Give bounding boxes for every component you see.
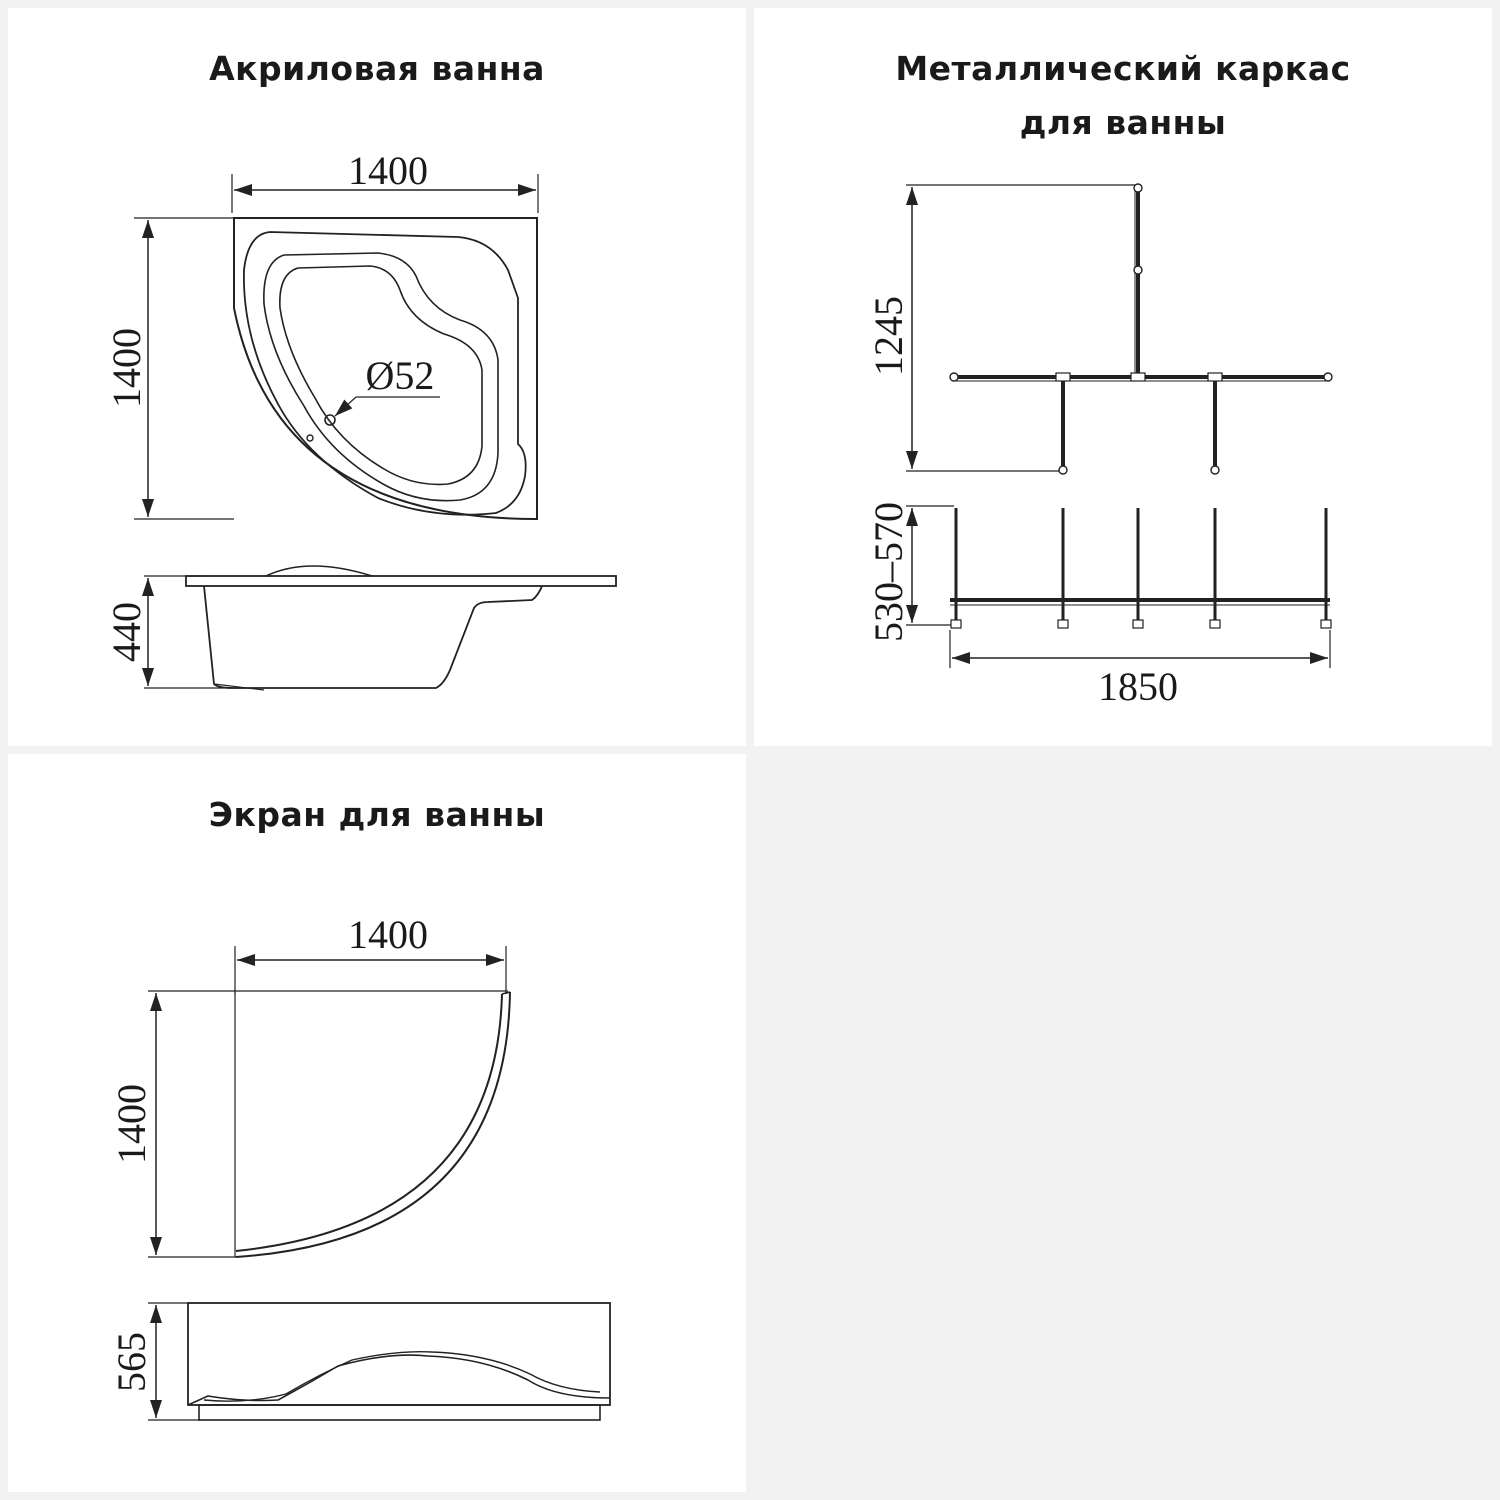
bathtub-side-body	[204, 586, 542, 688]
screen-title: Экран для ванны	[208, 795, 546, 834]
screen-front-curve-upper	[204, 1352, 600, 1401]
screen-front-plinth	[199, 1405, 600, 1420]
overflow-circle	[307, 435, 313, 441]
bathtub-panel	[8, 8, 746, 746]
screen-arc-end	[502, 992, 510, 994]
frame-panel	[754, 8, 1492, 746]
frame-title-line2: для ванны	[1019, 103, 1227, 142]
screen-width-label: 1400	[348, 912, 428, 957]
drain-leader-arrow	[335, 397, 356, 416]
leg-height-label: 530–570	[866, 502, 911, 642]
screen-inner-arc	[236, 994, 502, 1251]
screen-height-label: 1400	[109, 1084, 154, 1164]
frame-height-label: 1245	[866, 296, 911, 376]
bathtub-side-rim	[186, 576, 616, 586]
drain-diameter-label: Ø52	[365, 353, 435, 398]
frame-width-label: 1850	[1098, 664, 1178, 709]
bathtub-title: Акриловая ванна	[209, 49, 545, 88]
screen-front-curve-lower	[188, 1355, 610, 1405]
bathtub-drawing	[8, 8, 746, 746]
drain-circle	[325, 415, 335, 425]
screen-panel	[8, 754, 746, 1492]
bathtub-height-label: 1400	[104, 328, 149, 408]
frame-drawing	[754, 8, 1492, 746]
bathtub-depth-label: 440	[104, 602, 149, 662]
bathtub-width-label: 1400	[348, 148, 428, 193]
frame-title-line1: Металлический каркас	[895, 49, 1351, 88]
screen-panel-height-label: 565	[109, 1332, 154, 1392]
screen-drawing	[8, 754, 746, 1492]
frame-side-view	[950, 508, 1331, 628]
frame-top-view	[950, 184, 1332, 474]
bathtub-side-headrest	[266, 566, 372, 576]
